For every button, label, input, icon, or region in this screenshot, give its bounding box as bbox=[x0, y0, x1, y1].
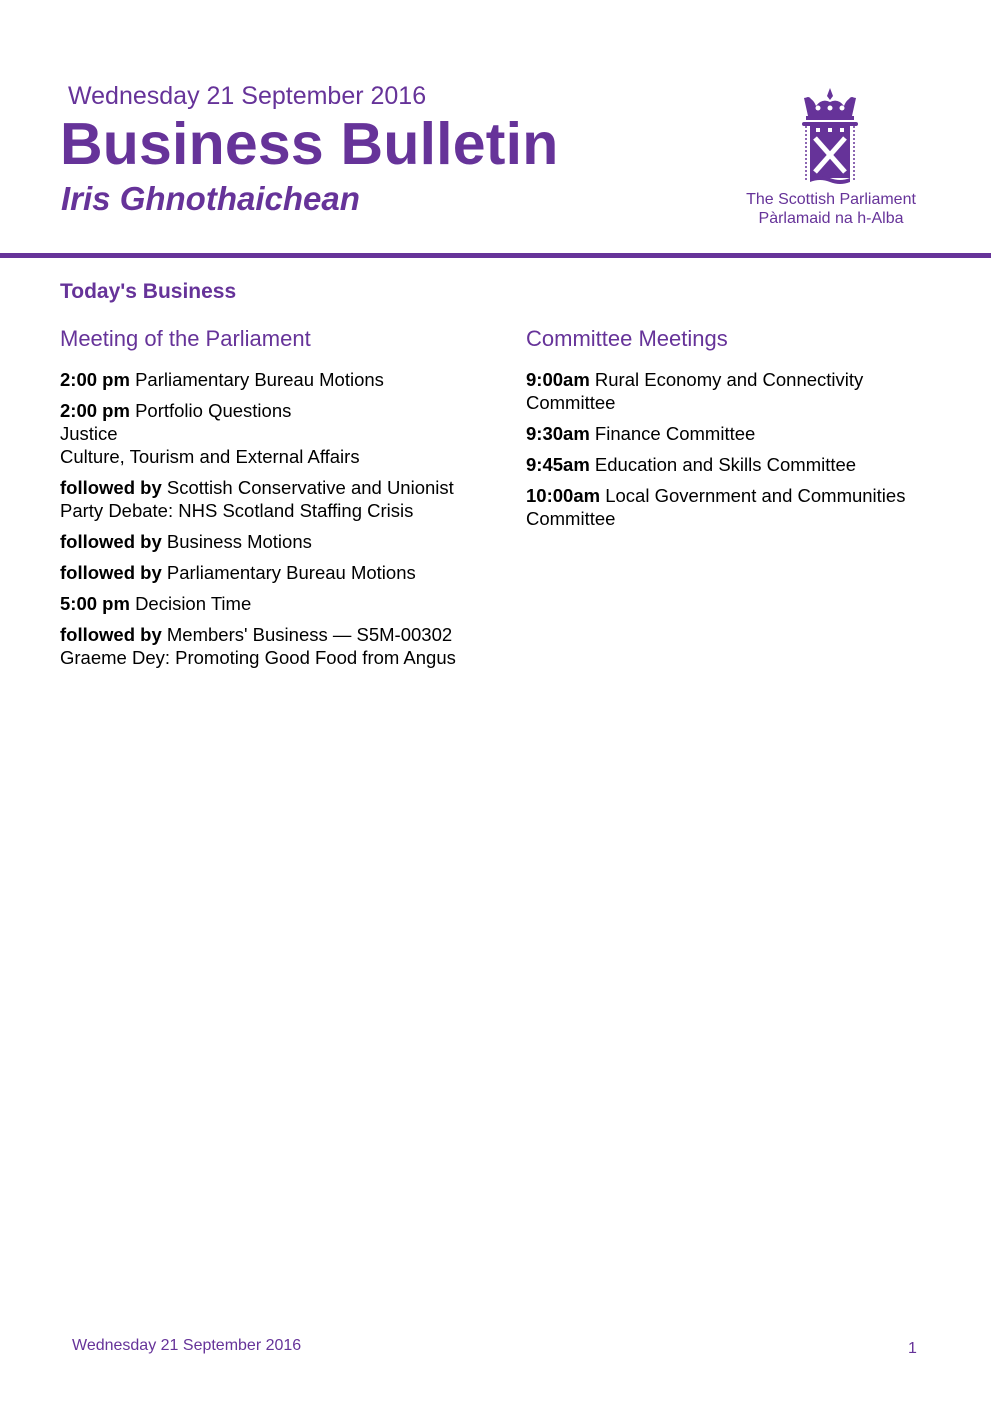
agenda-text: Parliamentary Bureau Motions bbox=[166, 562, 416, 583]
meeting-of-parliament-section bbox=[60, 326, 480, 677]
committee-item bbox=[526, 422, 946, 445]
agenda-time: 5:00 pm bbox=[60, 593, 130, 614]
committee-item bbox=[526, 368, 946, 414]
agenda-subitem: Culture, Tourism and External Affairs bbox=[60, 446, 360, 467]
committee-meetings-section bbox=[526, 326, 946, 538]
agenda-text: Business Motions bbox=[166, 531, 312, 552]
agenda-text: Scottish Conservative and Unionist Party Debate: NHS Scotland Staffing Crisis bbox=[60, 477, 454, 521]
logo-text-english: The Scottish Parliament bbox=[746, 191, 916, 208]
page-number: 1 bbox=[908, 1340, 917, 1357]
committee-time: 9:00am bbox=[526, 369, 590, 390]
agenda-item bbox=[60, 399, 480, 468]
agenda-text: Decision Time bbox=[135, 593, 252, 614]
agenda-time: 2:00 pm bbox=[60, 400, 130, 421]
agenda-time: followed by bbox=[60, 477, 162, 498]
section-title: Today's Business bbox=[60, 280, 237, 303]
committee-text: Rural Economy and Connectivity Committee bbox=[526, 369, 864, 413]
committee-text: Finance Committee bbox=[594, 423, 756, 444]
agenda-time: followed by bbox=[60, 624, 162, 645]
committees-heading: Committee Meetings bbox=[526, 326, 728, 351]
logo-text-gaelic: Pàrlamaid na h-Alba bbox=[758, 210, 904, 227]
agenda-text: Parliamentary Bureau Motions bbox=[135, 369, 384, 390]
committee-item bbox=[526, 484, 946, 530]
committee-time: 10:00am bbox=[526, 485, 601, 506]
header-date: Wednesday 21 September 2016 bbox=[68, 82, 427, 110]
agenda-subitem: Justice bbox=[60, 423, 118, 444]
footer-date: Wednesday 21 September 2016 bbox=[72, 1337, 302, 1354]
committee-time: 9:45am bbox=[526, 454, 590, 475]
page-subtitle: Iris Ghnothaichean bbox=[61, 180, 360, 217]
agenda-text: Portfolio Questions bbox=[135, 400, 292, 421]
committee-time: 9:30am bbox=[526, 423, 590, 444]
page-title: Business Bulletin bbox=[60, 111, 559, 177]
scottish-parliament-crest-icon bbox=[798, 86, 862, 188]
meeting-heading: Meeting of the Parliament bbox=[60, 326, 311, 351]
agenda-item bbox=[60, 368, 480, 391]
agenda-item bbox=[60, 623, 480, 669]
agenda-item bbox=[60, 530, 480, 553]
agenda-time: followed by bbox=[60, 531, 162, 552]
parliament-logo bbox=[736, 86, 926, 236]
committee-text: Education and Skills Committee bbox=[594, 454, 857, 475]
agenda-item bbox=[60, 592, 480, 615]
agenda-time: 2:00 pm bbox=[60, 369, 130, 390]
agenda-item bbox=[60, 561, 480, 584]
header-divider bbox=[0, 253, 991, 258]
committee-item bbox=[526, 453, 946, 476]
agenda-text: Members' Business — S5M-00302 Graeme Dey: Promoting Good Food from Angus bbox=[60, 624, 456, 668]
agenda-item bbox=[60, 476, 480, 522]
agenda-time: followed by bbox=[60, 562, 162, 583]
committee-text: Local Government and Communities Committee bbox=[526, 485, 906, 529]
